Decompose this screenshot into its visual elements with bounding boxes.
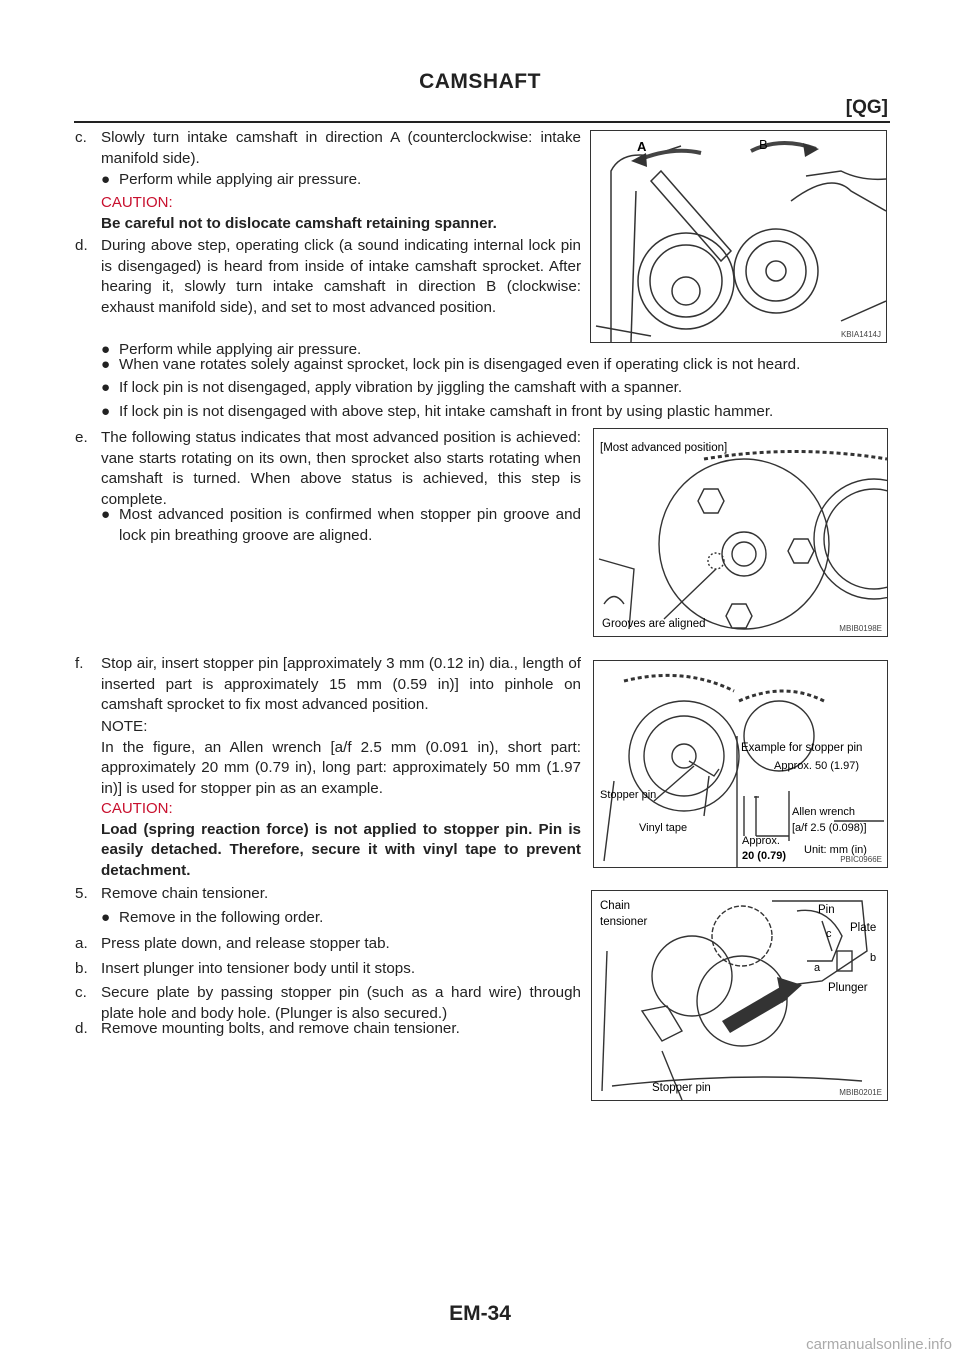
step-d <box>75 236 581 318</box>
step-text: Stop air, insert stopper pin [approximately 3 mm (0.12 in) dia., length of inserted part is approximately 15 mm (0.59 in)] into pinhole on camshaft sprocket to fix most advanced position. <box>101 655 581 713</box>
step-c <box>75 128 581 169</box>
bullet-item <box>101 355 891 376</box>
caution-label: CAUTION: <box>101 194 173 211</box>
bullet-text: Perform while applying air pressure. <box>119 171 362 188</box>
bullet-icon: ● <box>101 909 111 926</box>
figure-b-label: b <box>870 952 877 964</box>
figure-most-advanced-position <box>593 428 888 637</box>
step-5a <box>75 934 581 955</box>
caution-text: Be careful not to dislocate camshaft retaining spanner. <box>101 214 497 232</box>
figure-label-b: B <box>759 137 768 152</box>
page-number: EM-34 <box>449 1302 511 1325</box>
note-label: NOTE: <box>101 718 148 735</box>
figure-chain-label-2: tensioner <box>600 916 648 928</box>
caution-text: Load (spring reaction force) is not applied to stopper pin. Pin is easily detached. Therefore, secure it with vinyl tape to prevent detachment. <box>101 820 581 879</box>
caution-label: CAUTION: <box>101 800 173 817</box>
figure-illustration <box>594 661 887 867</box>
bullet-item <box>101 505 581 546</box>
step-5b <box>75 959 581 980</box>
step-text: Slowly turn intake camshaft in direction A (counterclockwise: intake manifold side). <box>101 129 581 167</box>
step-text: Secure plate by passing stopper pin (such as a hard wire) through plate hole and body hole. (Plunger is also secured.) <box>101 984 581 1022</box>
bullet-text: Most advanced position is confirmed when stopper pin groove and lock pin breathing groove are aligned. <box>119 506 581 544</box>
figure-illustration <box>592 891 887 1100</box>
step-e <box>75 428 581 510</box>
bullet-text: Perform while applying air pressure. <box>119 341 362 358</box>
figure-c-label: c <box>826 928 832 940</box>
figure-approx-short-2: 20 (0.79) <box>742 850 787 862</box>
bullet-text: If lock pin is not disengaged, apply vibration by jiggling the camshaft with a spanner. <box>119 379 683 396</box>
bullet-icon: ● <box>101 379 111 396</box>
bullet-item <box>101 402 891 423</box>
figure-code: PBIC0966E <box>840 855 882 864</box>
watermark: carmanualsonline.info <box>806 1336 952 1353</box>
bullet-icon: ● <box>101 356 111 373</box>
figure-af-label: [a/f 2.5 (0.098)] <box>792 822 867 834</box>
step-text: Insert plunger into tensioner body until it stops. <box>101 960 416 977</box>
figure-chain-label-1: Chain <box>600 900 631 912</box>
figure-allen-label: Allen wrench <box>792 806 855 818</box>
figure-plunger-label: Plunger <box>828 982 868 994</box>
figure-illustration <box>594 429 887 636</box>
figure-stopper-label: Stopper pin <box>652 1082 711 1094</box>
figure-label-a: A <box>637 139 647 154</box>
step-5 <box>75 884 581 905</box>
bullet-icon: ● <box>101 341 111 358</box>
step-text: During above step, operating click (a sound indicating internal lock pin is disengaged) is heard from inside of intake camshaft sprocket. After hearing it, slowly turn intake camshaft in direction B (clockwise: exhaust manifold side), and set to most advanced position. <box>101 237 581 316</box>
figure-stopper-pin <box>593 660 888 868</box>
step-text: The following status indicates that most advanced position is achieved: vane starts rotating on its own, then sprocket also starts rotating when camshaft is turned. When above status is achieved, this step is complete. <box>101 429 581 508</box>
bullet-icon: ● <box>101 506 111 523</box>
figure-callout: Grooves are aligned <box>602 618 706 630</box>
step-label: f. <box>75 655 84 672</box>
bullet-item <box>101 378 891 399</box>
step-label: c. <box>75 984 87 1001</box>
step-label: 5. <box>75 885 88 902</box>
step-label: b. <box>75 960 88 977</box>
step-label: c. <box>75 129 87 146</box>
bullet-text: If lock pin is not disengaged with above step, hit intake camshaft in front by using plastic hammer. <box>119 403 774 420</box>
figure-illustration <box>591 131 886 342</box>
figure-a-label: a <box>814 962 821 974</box>
figure-camshaft-rotation <box>590 130 887 343</box>
bullet-icon: ● <box>101 403 111 420</box>
caution-block <box>101 799 581 881</box>
bullet-icon: ● <box>101 171 111 188</box>
bullet-text: Remove in the following order. <box>119 909 324 926</box>
step-text: Remove chain tensioner. <box>101 885 269 902</box>
caution-block <box>101 193 581 234</box>
figure-title: [Most advanced position] <box>600 442 728 454</box>
step-text: Press plate down, and release stopper tab. <box>101 935 390 952</box>
figure-code: MBIB0201E <box>839 1088 882 1097</box>
step-label: d. <box>75 237 88 254</box>
header-rule <box>74 121 890 123</box>
note-text: In the figure, an Allen wrench [a/f 2.5 mm (0.091 in), short part: approximately 20 mm (0.79 in), long part: approximately 50 mm (1.97 in)] is used for stopper pin as an example. <box>101 738 581 797</box>
figure-vinyl-label: Vinyl tape <box>639 822 688 834</box>
note-block <box>101 717 581 799</box>
step-5d <box>75 1019 581 1040</box>
bullet-item <box>101 170 581 191</box>
figure-chain-tensioner <box>591 890 888 1101</box>
bullet-item <box>101 908 581 929</box>
figure-plate-label: Plate <box>850 922 877 934</box>
figure-approx-short-1: Approx. <box>742 835 780 847</box>
page-title: CAMSHAFT <box>419 70 541 93</box>
figure-code: KBIA1414J <box>840 330 881 339</box>
section-code: [QG] <box>845 97 888 118</box>
figure-code: MBIB0198E <box>839 624 882 633</box>
figure-stopper-label: Stopper pin <box>600 789 657 801</box>
step-text: Remove mounting bolts, and remove chain tensioner. <box>101 1020 460 1037</box>
step-label: e. <box>75 429 88 446</box>
figure-pin-label: Pin <box>818 904 835 916</box>
figure-approx-long: Approx. 50 (1.97) <box>774 760 859 772</box>
figure-unit: Unit: mm (in) <box>804 844 867 856</box>
figure-heading: Example for stopper pin <box>741 742 863 754</box>
bullet-text: When vane rotates solely against sprocket, lock pin is disengaged even if operating click is not heard. <box>119 356 801 373</box>
step-f <box>75 654 581 716</box>
step-label: a. <box>75 935 88 952</box>
step-label: d. <box>75 1020 88 1037</box>
step-5c <box>75 983 581 1024</box>
